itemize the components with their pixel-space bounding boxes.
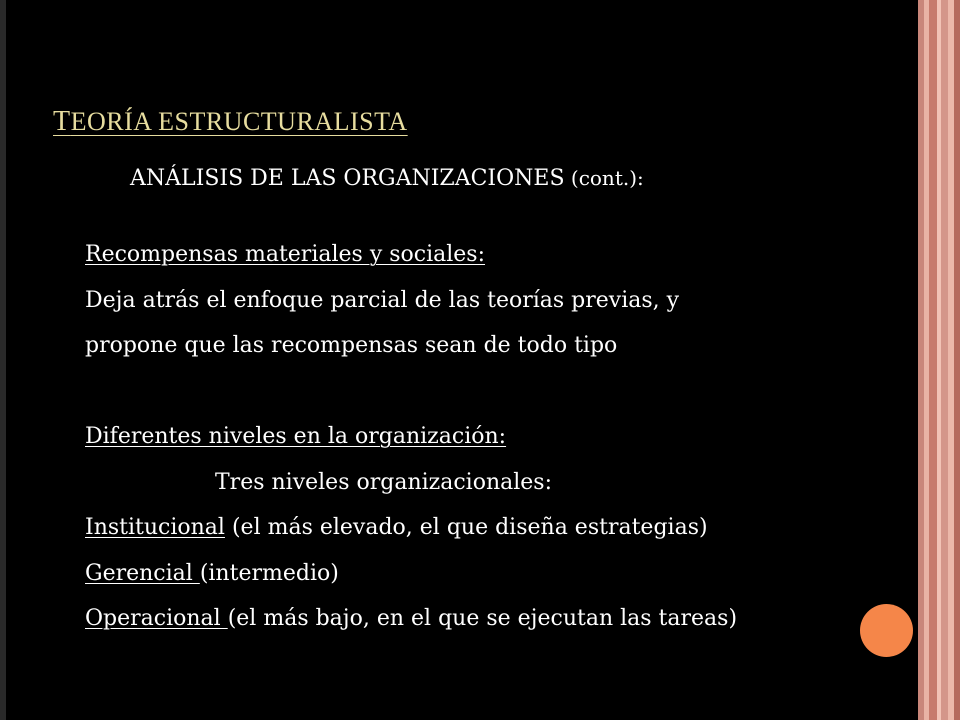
level-desc: (el más bajo, en el que se ejecutan las tareas)	[227, 606, 738, 631]
level-item-managerial	[85, 551, 737, 597]
stripe	[929, 0, 937, 720]
stripe	[941, 0, 948, 720]
level-desc: (el más elevado, el que diseña estrategias)	[224, 515, 708, 540]
slide-subtitle	[130, 166, 644, 191]
level-desc: (intermedio)	[199, 560, 339, 586]
level-name: Institucional	[85, 515, 225, 540]
blank-line	[85, 369, 737, 415]
level-name: Operacional	[85, 606, 228, 631]
decorative-stripes	[918, 0, 960, 720]
stripe	[954, 0, 960, 720]
body-line: propone que las recompensas sean de todo tipo	[85, 333, 618, 358]
level-item-operational	[85, 596, 737, 642]
levels-intro: Tres niveles organizacionales:	[215, 469, 553, 495]
title-initial: T	[53, 106, 71, 137]
level-name: Gerencial	[85, 560, 200, 586]
body-line: Deja atrás el enfoque parcial de las teorías previas, y	[85, 287, 680, 313]
section-heading-levels: Diferentes niveles en la organización:	[85, 424, 507, 449]
section-heading-rewards: Recompensas materiales y sociales:	[85, 242, 486, 267]
slide-body	[85, 232, 737, 642]
left-frame-border	[0, 0, 6, 720]
title-rest: EORÍA ESTRUCTURALISTA	[70, 107, 408, 136]
slide-title	[53, 106, 408, 138]
subtitle-cont: (cont.):	[564, 166, 644, 190]
level-item-institutional	[85, 505, 737, 551]
subtitle-main: ANÁLISIS DE LAS ORGANIZACIONES	[130, 166, 565, 191]
decorative-circle	[860, 604, 913, 657]
